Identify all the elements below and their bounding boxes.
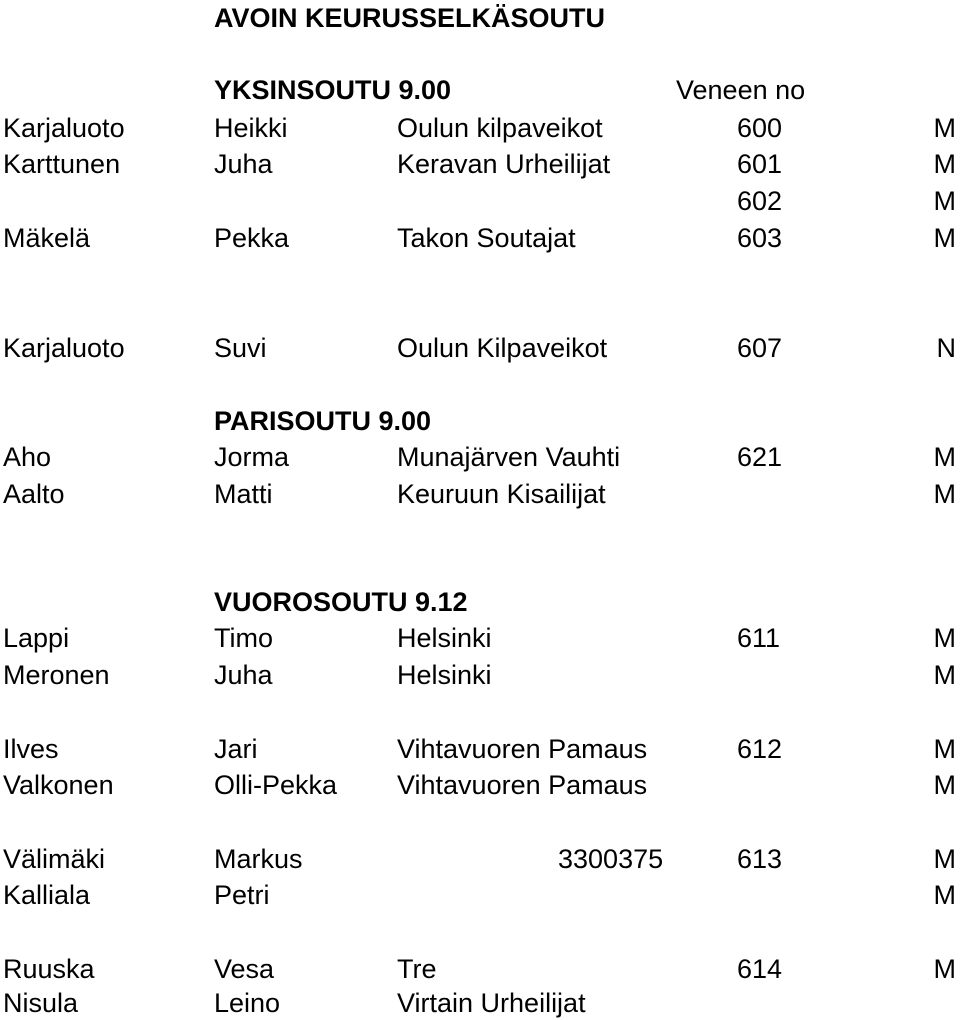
row-gender: M <box>933 186 956 216</box>
row-gender: M <box>933 442 956 472</box>
row-club: Munajärven Vauhti <box>397 442 621 472</box>
row-boat-number: 614 <box>737 954 783 984</box>
row-first-name: Petri <box>214 880 270 910</box>
row-club: Takon Soutajat <box>397 223 576 253</box>
row-last-name: Aalto <box>3 479 65 509</box>
row-club: Helsinki <box>397 660 492 690</box>
row-first-name: Leino <box>214 988 281 1018</box>
row-club: Helsinki <box>397 623 492 653</box>
row-gender: M <box>933 954 956 984</box>
row-club: Keravan Urheilijat <box>397 149 611 179</box>
row-first-name: Markus <box>214 844 303 874</box>
section-heading-parisoutu: PARISOUTU 9.00 <box>214 406 432 436</box>
section-heading-yksinsoutu: YKSINSOUTU 9.00 <box>214 75 452 105</box>
row-gender: M <box>933 149 956 179</box>
row-gender: M <box>933 223 956 253</box>
row-club: Oulun kilpaveikot <box>397 113 603 143</box>
row-gender: M <box>933 623 956 653</box>
row-last-name: Kalliala <box>3 880 91 910</box>
row-first-name: Vesa <box>214 954 275 984</box>
row-last-name: Aho <box>3 442 52 472</box>
row-last-name: Valkonen <box>3 770 114 800</box>
page-title: AVOIN KEURUSSELKÄSOUTU <box>214 3 606 33</box>
row-club: Keuruun Kisailijat <box>397 479 606 509</box>
row-first-name: Matti <box>214 479 273 509</box>
row-club: Oulun Kilpaveikot <box>397 333 608 363</box>
row-boat-number: 612 <box>737 734 783 764</box>
row-last-name: Välimäki <box>3 844 106 874</box>
row-boat-number: 603 <box>737 223 783 253</box>
row-boat-number: 611 <box>737 623 781 653</box>
row-boat-number: 600 <box>737 113 783 143</box>
row-first-name: Juha <box>214 660 273 690</box>
row-gender: M <box>933 660 956 690</box>
row-last-name: Karjaluoto <box>3 113 125 143</box>
row-gender: M <box>933 113 956 143</box>
row-club: Virtain Urheilijat <box>397 988 586 1018</box>
row-first-name: Suvi <box>214 333 267 363</box>
row-last-name: Ilves <box>3 734 59 764</box>
boat-number-header: Veneen no <box>676 75 806 105</box>
row-first-name: Timo <box>214 623 273 653</box>
row-first-name: Juha <box>214 149 273 179</box>
row-club: Vihtavuoren Pamaus <box>397 770 648 800</box>
row-boat-number: 613 <box>737 844 783 874</box>
row-club: Vihtavuoren Pamaus <box>397 734 648 764</box>
row-boat-number: 607 <box>737 333 783 363</box>
row-last-name: Ruuska <box>3 954 95 984</box>
row-gender: M <box>933 880 956 910</box>
row-first-name: Jari <box>214 734 258 764</box>
section-heading-vuorosoutu: VUOROSOUTU 9.12 <box>214 587 468 617</box>
row-last-name: Nisula <box>3 988 79 1018</box>
row-last-name: Karjaluoto <box>3 333 125 363</box>
row-boat-number: 621 <box>737 442 783 472</box>
row-gender: N <box>936 333 956 363</box>
row-code: 3300375 <box>558 844 664 874</box>
row-gender: M <box>933 479 956 509</box>
row-last-name: Lappi <box>3 623 70 653</box>
row-last-name: Meronen <box>3 660 110 690</box>
row-first-name: Pekka <box>214 223 290 253</box>
row-club: Tre <box>397 954 437 984</box>
row-first-name: Jorma <box>214 442 290 472</box>
row-first-name: Heikki <box>214 113 288 143</box>
row-gender: M <box>933 734 956 764</box>
row-boat-number: 601 <box>737 149 783 179</box>
row-last-name: Mäkelä <box>3 223 91 253</box>
row-first-name: Olli-Pekka <box>214 770 338 800</box>
row-gender: M <box>933 844 956 874</box>
row-last-name: Karttunen <box>3 149 121 179</box>
row-gender: M <box>933 770 956 800</box>
row-boat-number: 602 <box>737 186 783 216</box>
